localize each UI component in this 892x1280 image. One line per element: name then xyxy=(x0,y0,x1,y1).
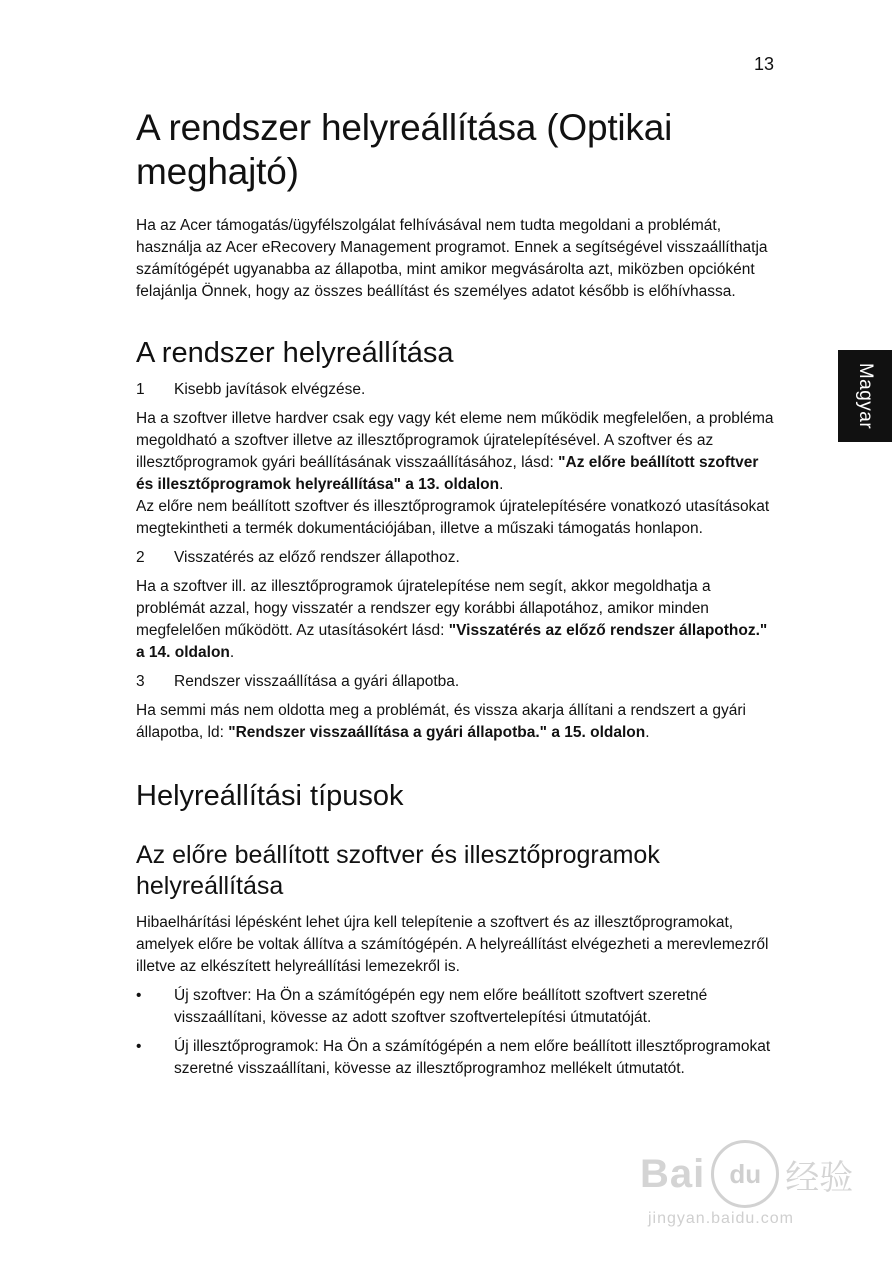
item-number: 3 xyxy=(136,673,145,690)
item-number: 2 xyxy=(136,549,145,566)
item-1-extra: Az előre nem beállított szoftver és illesztőprogramok újratelepítésére vonatkozó utasításokat megtekintheti a termék dokumentációjában, illetve a műszaki támogatás honlapon. xyxy=(136,498,770,537)
item-1-body: Ha a szoftver illetve hardver csak egy vagy két eleme nem működik megfelelően, a probléma megoldható a szoftver illetve az illesztőprogramok újratelepítésével. A szoftver és az illesztőprogramok gyári beállításának visszaállításához, lásd: "Az előre beállított szoftver és illesztőprogramok helyreállítása" a 13. oldalon. xyxy=(136,410,774,493)
section-heading-recovery-types: Helyreállítási típusok xyxy=(136,780,404,812)
item-2-link-ref[interactable]: "Visszatérés az előző rendszer állapothoz." a 14. oldalon xyxy=(136,622,768,661)
numbered-item-3 xyxy=(136,671,776,693)
item-title: Kisebb javítások elvégzése. xyxy=(174,381,366,398)
watermark-url: jingyan.baidu.com xyxy=(648,1210,794,1227)
item-1-link-ref[interactable]: "Az előre beállított szoftver és illesztőprogramok helyreállítása" a 13. oldalon xyxy=(136,454,759,493)
bullet-text: Új szoftver: Ha Ön a számítógépén egy nem előre beállított szoftvert szeretné visszaállítani, kövesse az adott szoftver szoftvertelepítési útmutatóját. xyxy=(174,987,708,1026)
bullet-item-new-software xyxy=(136,985,776,1029)
subsection-body: Hibaelhárítási lépésként lehet újra kell telepítenie a szoftvert és az illesztőprogramokat, amelyek előre be voltak állítva a számítógépén. A helyreállítást elvégezheti a merevlemezről illetve az elkészített helyreállítási lemezekről is. xyxy=(136,914,769,975)
item-3-link-ref[interactable]: "Rendszer visszaállítása a gyári állapotba." a 15. oldalon xyxy=(228,724,646,741)
bullet-item-new-drivers xyxy=(136,1036,776,1080)
subsection-heading: Az előre beállított szoftver és illesztőprogramok helyreállítása xyxy=(136,841,660,900)
language-tab xyxy=(838,350,892,442)
item-title: Rendszer visszaállítása a gyári állapotba. xyxy=(174,673,460,690)
document-content xyxy=(136,106,776,1080)
language-tab-label: Magyar xyxy=(855,362,877,430)
page-title: A rendszer helyreállítása (Optikai meghajtó) xyxy=(136,107,673,192)
numbered-item-2 xyxy=(136,547,776,569)
item-title: Visszatérés az előző rendszer állapothoz. xyxy=(174,549,460,566)
intro-paragraph: Ha az Acer támogatás/ügyfélszolgálat felhívásával nem tudta megoldani a problémát, használja az Acer eRecovery Management programot. Ennek a segítségével visszaállíthatja számítógépét ugyanabba az állapotba, mint amikor megvásárolta azt, miközben opcióként felajánlja Önnek, hogy az összes beállítást és személyes adatot később is előhívhassa. xyxy=(136,217,768,300)
section-heading-system-recovery: A rendszer helyreállítása xyxy=(136,337,454,369)
page-number: 13 xyxy=(754,54,775,74)
item-2-body: Ha a szoftver ill. az illesztőprogramok újratelepítése nem segít, akkor megoldhatja a problémát azzal, hogy visszatér a rendszer egy korábbi állapotához, amikor minden megfelelően működött. Az utasításokért lásd: "Visszatérés az előző rendszer állapothoz." a 14. oldalon. xyxy=(136,578,768,661)
paw-icon: du xyxy=(711,1140,779,1208)
watermark-brand: Bai xyxy=(640,1151,706,1196)
bullet-symbol: • xyxy=(136,987,142,1004)
baidu-watermark xyxy=(640,1140,870,1250)
numbered-item-1 xyxy=(136,379,776,401)
watermark-logo xyxy=(640,1140,870,1208)
bullet-symbol: • xyxy=(136,1038,142,1055)
watermark-cn: 经验 xyxy=(785,1158,854,1197)
item-3-body: Ha semmi más nem oldotta meg a problémát, és vissza akarja állítani a rendszert a gyári állapotba, ld: "Rendszer visszaállítása a gyári állapotba." a 15. oldalon. xyxy=(136,702,746,741)
bullet-text: Új illesztőprogramok: Ha Ön a számítógépén a nem előre beállított illesztőprogramokat szeretné visszaállítani, kövesse az illesztőprogramhoz mellékelt útmutatót. xyxy=(174,1038,771,1077)
item-number: 1 xyxy=(136,381,145,398)
